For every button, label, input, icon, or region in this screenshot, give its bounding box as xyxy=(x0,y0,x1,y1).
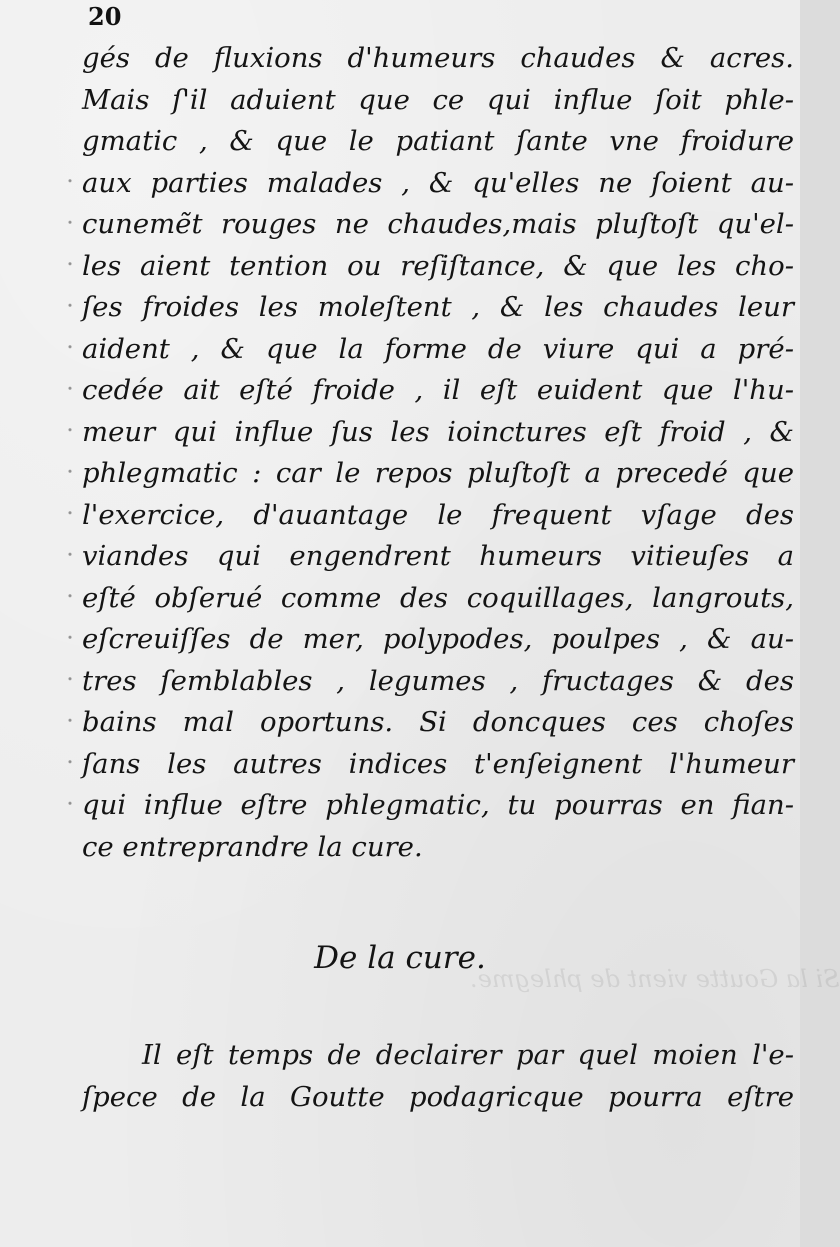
text-line: viandes qui engendrent humeurs vitieuſes a xyxy=(82,540,794,572)
section-heading: De la cure. xyxy=(314,940,486,976)
text-line: les aient tention ou reſiſtance, & que les cho- xyxy=(82,249,794,282)
text-line-last: ce entreprandre la cure. xyxy=(82,830,423,863)
text-line: bains mal oportuns. Si doncques ces choſes xyxy=(82,706,794,738)
text-line: eſté obſerué comme des coquillages, langrouts, xyxy=(82,581,794,614)
text-line: aux parties malades , & qu'elles ne ſoient au- xyxy=(82,166,794,199)
text-line: qui influe eſtre phlegmatic, tu pourras en fian- xyxy=(82,789,794,821)
text-line: eſcreuiſſes de mer, polypodes, poulpes , & au- xyxy=(82,623,794,655)
text-line: phlegmatic : car le repos pluſtoſt a precedé que xyxy=(82,457,794,489)
text-line: cunemẽt rouges ne chaudes,mais pluſtoſt qu'el- xyxy=(82,208,794,240)
text-line: gés de fluxions d'humeurs chaudes & acres. xyxy=(82,42,794,74)
text-line: ſans les autres indices t'enſeignent l'humeur xyxy=(82,747,794,780)
text-line: meur qui influe ſus les ioinctures eſt froid , & xyxy=(82,415,794,448)
paragraph-1 xyxy=(82,38,794,868)
text-line: l'exercice, d'auantage le frequent vſage des xyxy=(82,498,794,531)
margin-specks xyxy=(66,160,74,820)
show-through-text: Si la Goutte vient de phlegme. xyxy=(470,965,840,993)
text-line: ſes froides les moleſtent , & les chaudes leur xyxy=(82,291,794,323)
text-line: tres ſemblables , legumes , fructages & des xyxy=(82,664,794,697)
page-number: 20 xyxy=(88,2,122,31)
text-line: aident , & que la forme de viure qui a pré- xyxy=(82,332,794,365)
text-line: cedée ait eſté froide , il eſt euident que l'hu- xyxy=(82,374,794,406)
paragraph-2 xyxy=(82,1035,794,1118)
text-line: gmatic , & que le patiant ſante vne froidure xyxy=(82,125,794,157)
text-line-indented: Il eſt temps de declairer par quel moien l'e- xyxy=(142,1039,794,1071)
text-line: Mais ſ'il aduient que ce qui influe ſoit phle- xyxy=(82,83,794,116)
text-line: ſpece de la Goutte podagricque pourra eſtre xyxy=(82,1080,794,1113)
